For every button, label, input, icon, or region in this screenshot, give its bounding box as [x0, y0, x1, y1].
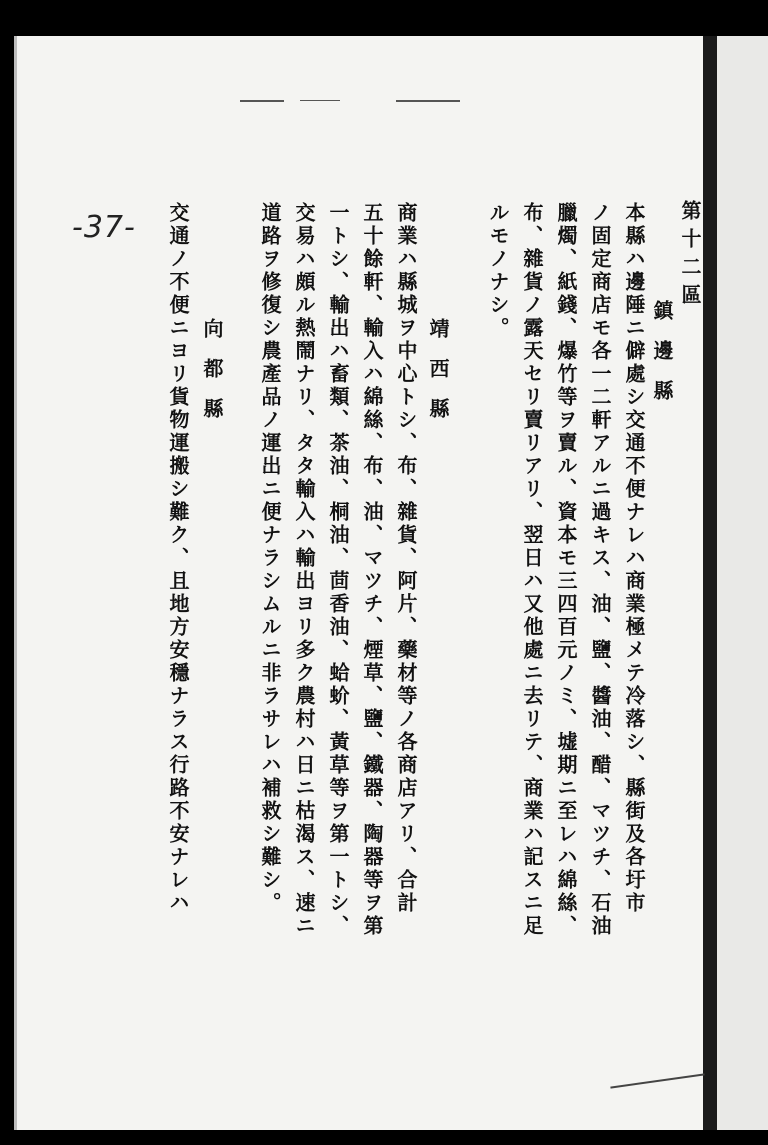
text-column: 布、雜貨ノ露天セリ賣リアリ、翌日ハ又他處ニ去リテ、商業ハ記スニ足 [520, 202, 544, 938]
county-heading-zhenbian: 鎮邊縣 [650, 300, 674, 420]
page-number: -37- [72, 210, 136, 245]
text-column: 交通ノ不便ニヨリ貨物運搬シ難ク、且地方安穩ナラス行路不安ナレハ [166, 202, 190, 915]
text-column: ルモノナシ。 [486, 202, 510, 340]
page-top-mark [396, 100, 460, 102]
text-column: 商業ハ縣城ヲ中心トシ、布、雜貨、阿片、藥材等ノ各商店アリ、合計 [394, 202, 418, 915]
page-top-mark [300, 100, 340, 101]
book-spine [703, 36, 717, 1130]
text-column: 交易ハ頗ル熱鬧ナリ、タタ輸入ハ輸出ヨリ多ク農村ハ日ニ枯渴ス、速ニ [292, 202, 316, 938]
county-heading-jingxi: 靖西縣 [426, 318, 450, 438]
text-column: ノ固定商店モ各一二軒アルニ過キス、油、鹽、醬油、醋、マツチ、石油 [588, 202, 612, 938]
text-column: 五十餘軒、輸入ハ綿絲、布、油、マツチ、煙草、鹽、鐵器、陶器等ヲ第 [360, 202, 384, 938]
page-top-mark [240, 100, 284, 102]
adjacent-page-edge [717, 36, 768, 1130]
text-column: 臘燭、紙錢、爆竹等ヲ賣ル、資本モ三四百元ノミ、墟期ニ至レハ綿絲、 [554, 202, 578, 938]
text-column: 道路ヲ修復シ農產品ノ運出ニ便ナラシムルニ非ラサレハ補救シ難シ。 [258, 202, 282, 915]
text-column: 本縣ハ邊陲ニ僻處シ交通不便ナレハ商業極メテ冷落シ、縣街及各圩市 [622, 202, 646, 915]
county-heading-xiangdu: 向都縣 [200, 318, 224, 438]
chapter-heading: 第十二區 [678, 200, 702, 312]
text-column: 一トシ、輸出ハ畜類、茶油、桐油、茴香油、蛤蚧、黃草等ヲ第一トシ、 [326, 202, 350, 938]
